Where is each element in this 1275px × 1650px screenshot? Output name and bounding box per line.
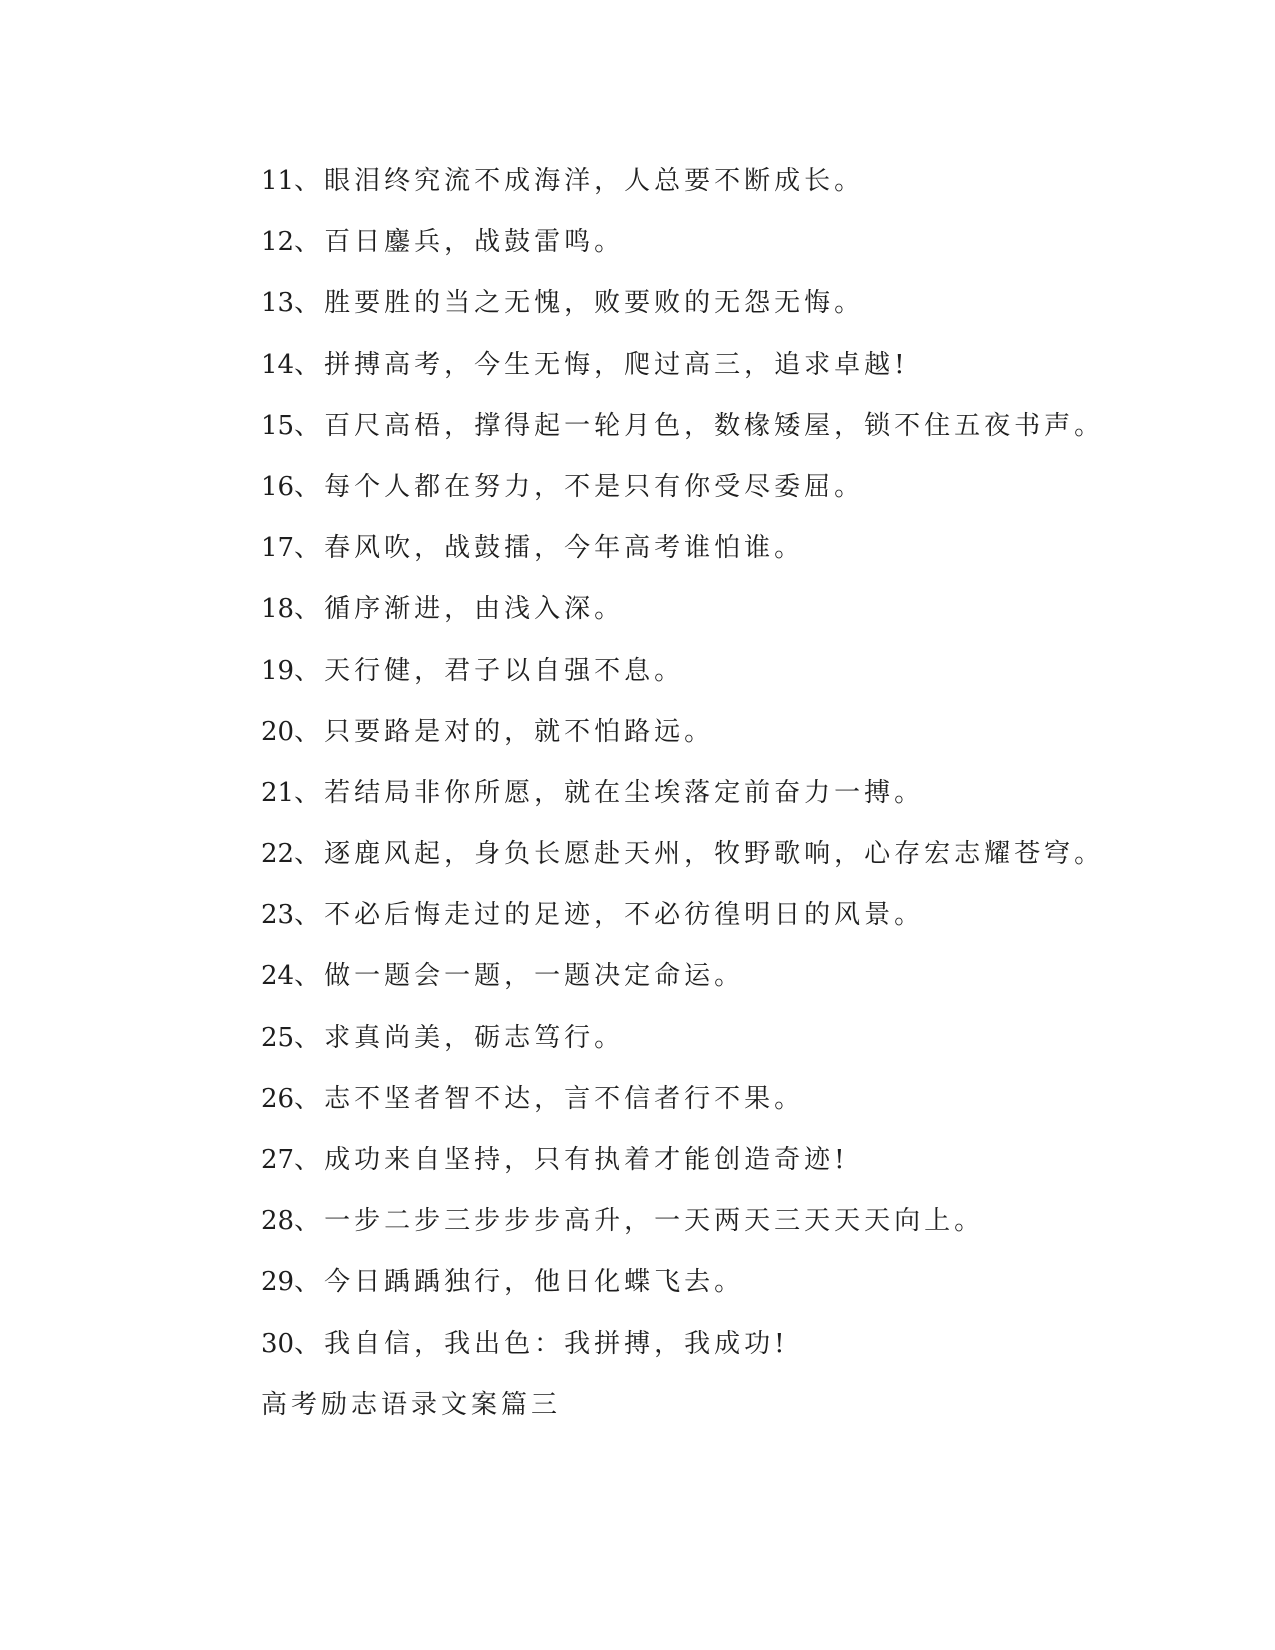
quote-text: 、眼泪终究流不成海洋，人总要不断成长。 [294,166,865,196]
quote-number: 13 [261,288,295,319]
quote-text: 、我自信，我出色：我拼搏，我成功! [294,1328,789,1359]
quote-number: 16 [261,471,295,502]
quote-text: 、天行健，君子以自强不息。 [294,655,685,686]
quote-text: 、春风吹，战鼓擂，今年高考谁怕谁。 [294,533,805,564]
quote-line [261,1145,1161,1206]
quote-number: 14 [261,349,295,380]
quote-number: 17 [261,533,295,564]
quote-text: 、胜要胜的当之无愧，败要败的无怨无悔。 [294,288,865,319]
quote-line [261,288,1161,349]
quote-line [261,1329,1161,1390]
quote-text: 、成功来自坚持，只有执着才能创造奇迹! [294,1145,849,1175]
quote-list [261,166,1161,1451]
quote-text: 、一步二步三步步步高升，一天两天三天天天向上。 [294,1206,985,1237]
quote-text: 、做一题会一题，一题决定命运。 [294,961,745,992]
quote-number: 25 [261,1022,295,1053]
quote-text: 、今日踽踽独行，他日化蝶飞去。 [294,1267,745,1298]
quote-number: 24 [261,961,295,992]
quote-number: 18 [261,594,295,625]
quote-number: 22 [261,839,295,870]
quote-line [261,1023,1161,1084]
quote-line [261,594,1161,655]
quote-number: 12 [261,227,295,258]
quote-line [261,778,1161,839]
quote-number: 21 [261,777,295,808]
quote-line [261,533,1161,594]
section-heading: 高考励志语录文案篇三 [261,1389,562,1420]
quote-number: 26 [261,1083,295,1114]
quote-text: 、每个人都在努力，不是只有你受尽委屈。 [294,471,865,502]
quote-number: 29 [261,1267,295,1298]
quote-text: 、不必后悔走过的足迹，不必彷徨明日的风景。 [294,900,925,931]
quote-line [261,900,1161,961]
quote-text: 、志不坚者智不达，言不信者行不果。 [294,1083,805,1114]
quote-number: 19 [261,655,295,686]
quote-line [261,839,1161,900]
quote-text: 、求真尚美，砺志笃行。 [294,1022,625,1053]
quote-line [261,717,1161,778]
quote-line [261,350,1161,411]
quote-line [261,166,1161,227]
quote-line [261,1206,1161,1267]
quote-line [261,227,1161,288]
quote-text: 、循序渐进，由浅入深。 [294,594,625,625]
quote-text: 、只要路是对的，就不怕路远。 [294,716,715,747]
quote-line [261,1267,1161,1328]
quote-number: 28 [261,1206,295,1237]
quote-line [261,656,1161,717]
quote-number: 30 [261,1328,295,1359]
quote-text: 、拼搏高考，今生无悔，爬过高三，追求卓越! [294,349,909,380]
quote-line [261,472,1161,533]
quote-text: 、逐鹿风起，身负长愿赴天州，牧野歌响，心存宏志耀苍穹。 [294,839,1105,870]
quote-text: 、若结局非你所愿，就在尘埃落定前奋力一搏。 [294,777,925,808]
quote-line [261,1084,1161,1145]
quote-number: 23 [261,900,295,931]
quote-number: 15 [261,410,295,441]
quote-number: 11 [261,166,295,196]
quote-text: 、百尺高梧，撑得起一轮月色，数椽矮屋，锁不住五夜书声。 [294,410,1105,441]
quote-number: 20 [261,716,295,747]
quote-text: 、百日鏖兵，战鼓雷鸣。 [294,227,625,258]
quote-line [261,961,1161,1022]
quote-number: 27 [261,1145,295,1175]
quote-line [261,411,1161,472]
